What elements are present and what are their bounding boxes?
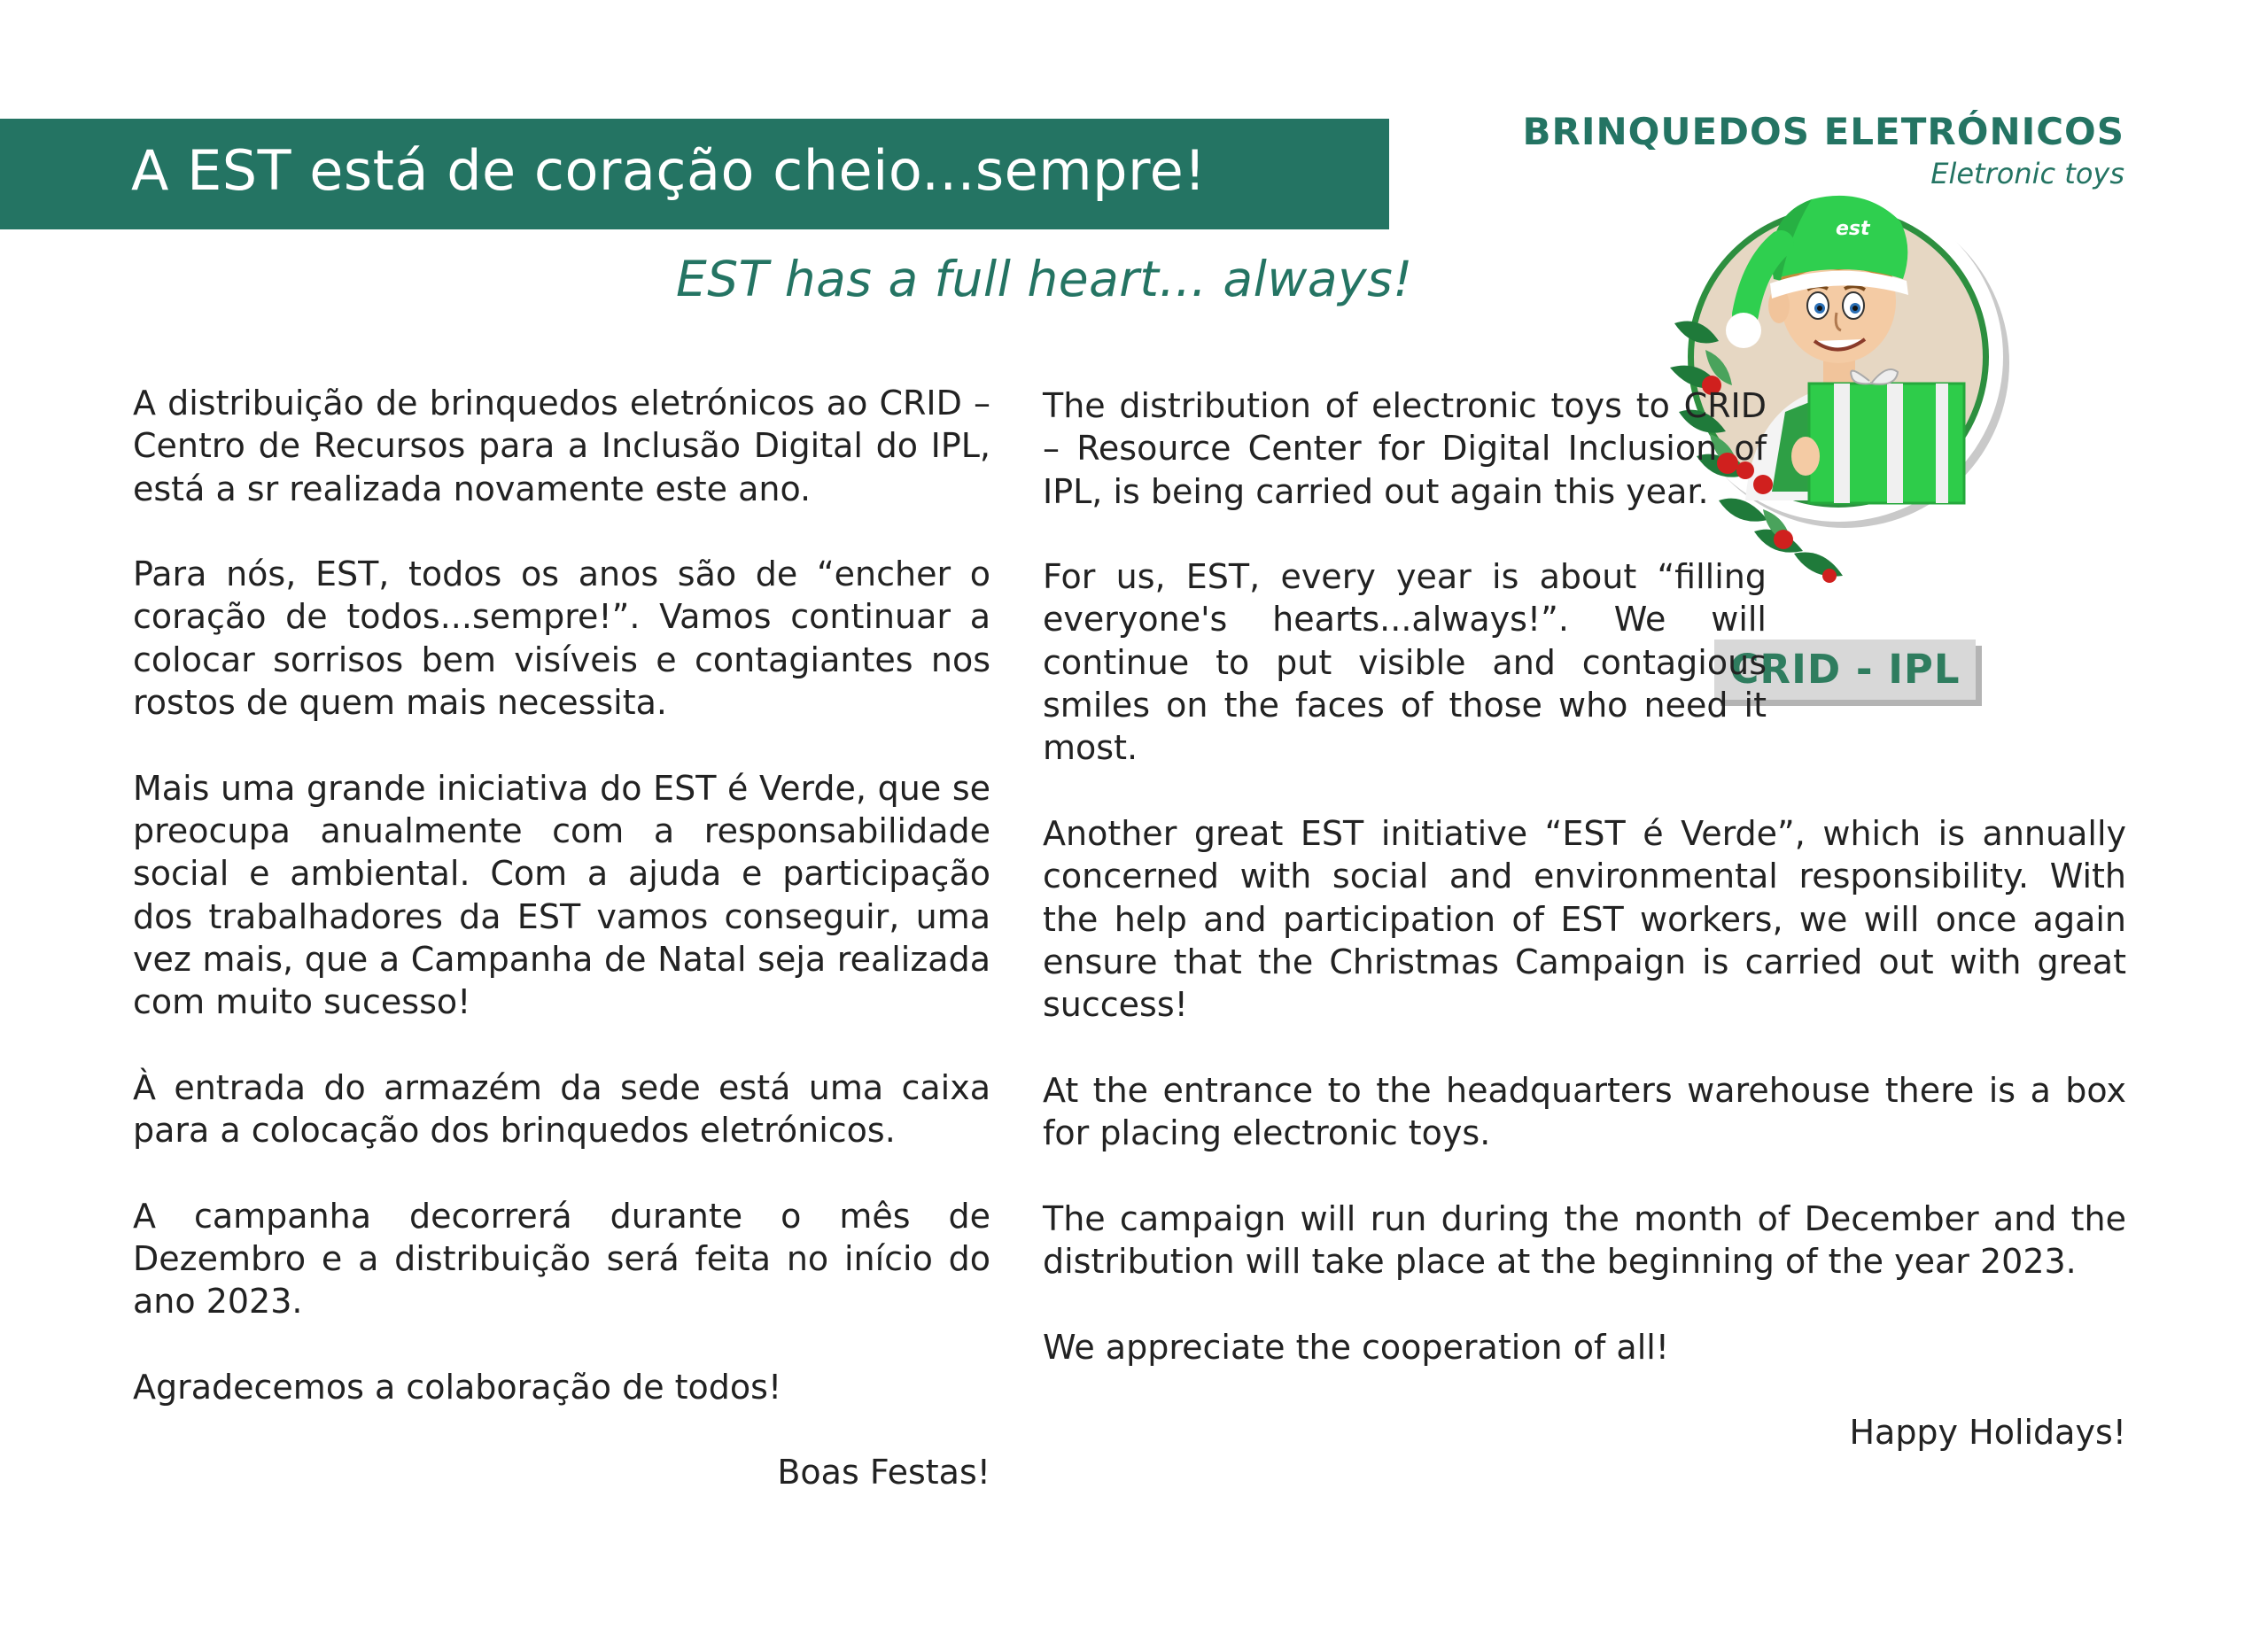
pt-paragraph: A distribuição de brinquedos eletrónicos ao CRID – Centro de Recursos para a Inclusão Digital do IPL, está a sr realizada novamente este ano. <box>133 384 990 508</box>
section-title: BRINQUEDOS ELETRÓNICOS <box>1522 110 2124 153</box>
en-paragraph: The campaign will run during the month of December and the distribution will take place at the beginning of the year 2023. <box>1043 1198 2126 1281</box>
en-paragraph: At the entrance to the headquarters warehouse there is a box for placing electronic toys. <box>1043 1070 2126 1153</box>
en-paragraph: We appreciate the cooperation of all! <box>1043 1327 1670 1367</box>
pt-paragraph: Agradecemos a colaboração de todos! <box>133 1367 782 1407</box>
pt-paragraph: Mais uma grande iniciativa do EST é Verde, que se preocupa anualmente com a responsabilidade social e ambiental. Com a ajuda e participação dos trabalhadores da EST vamos conseguir, uma vez mais, que a Campanha de Natal seja realizada com muito sucesso! <box>133 768 990 1022</box>
english-text-column <box>1043 384 2126 1497</box>
pt-paragraph: Para nós, EST, todos os anos são de “encher o coração de todos...sempre!”. Vamos continuar a colocar sorrisos bem visíveis e contagiantes nos rostos de quem mais necessita. <box>133 554 990 723</box>
pt-closing: Boas Festas! <box>777 1453 990 1493</box>
page-subtitle: EST has a full heart... always! <box>676 251 1413 307</box>
en-paragraph: For us, EST, every year is about “filling everyone's hearts...always!”. We will continue to put visible and contagious smiles on the faces of those who need it most. <box>1043 557 1767 768</box>
page-title: A EST está de coração cheio...sempre! <box>131 138 1207 203</box>
pt-paragraph: A campanha decorrerá durante o mês de Dezembro e a distribuição será feita no início do ano 2023. <box>133 1196 990 1322</box>
en-closing: Happy Holidays! <box>1849 1413 2126 1453</box>
hat-logo: est <box>1836 218 1870 240</box>
en-paragraph: Another great EST initiative “EST é Verde”, which is annually concerned with social and environmental responsibility. With the help and participation of EST workers, we will once again ensure that the Christmas Campaign is carried out with great success! <box>1043 813 2126 1025</box>
crid-ipl-badge: CRID - IPL <box>1714 640 1976 700</box>
section-subtitle: Eletronic toys <box>1930 157 2124 190</box>
pt-paragraph: À entrada do armazém da sede está uma caixa para a colocação dos brinquedos eletrónicos. <box>133 1067 990 1151</box>
en-paragraph: The distribution of electronic toys to CRID – Resource Center for Digital Inclusion of IPL, is being carried out again this year. <box>1043 386 1767 511</box>
portuguese-text-column <box>133 382 990 1537</box>
illustration-wrap-area <box>1767 384 2126 703</box>
